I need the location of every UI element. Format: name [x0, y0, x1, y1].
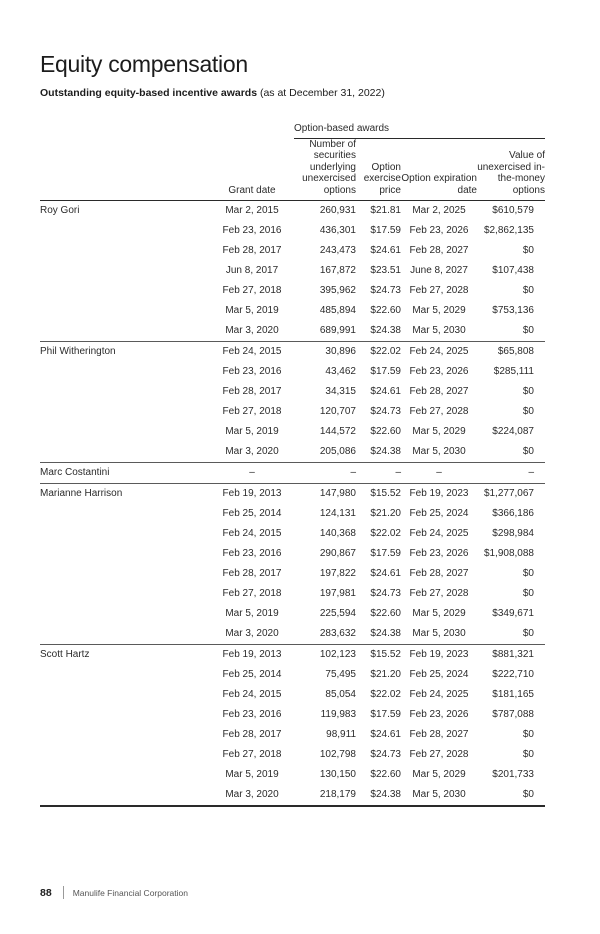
data-cell: $21.20 — [370, 508, 401, 519]
data-cell: 140,368 — [319, 528, 356, 539]
data-cell: Feb 27, 2018 — [222, 749, 282, 760]
data-cell: $24.61 — [370, 568, 401, 579]
table-row — [40, 261, 545, 281]
data-cell: $0 — [522, 789, 534, 800]
data-cell: Mar 5, 2019 — [225, 769, 279, 780]
data-cell: Mar 3, 2020 — [225, 325, 279, 336]
table-row — [40, 624, 545, 645]
executive-name-cell — [40, 261, 210, 281]
executive-name-cell — [40, 705, 210, 725]
data-cell: Feb 19, 2023 — [401, 484, 477, 505]
data-cell: – — [210, 463, 294, 484]
data-cell: 225,594 — [319, 608, 356, 619]
data-cell: $0 — [522, 386, 534, 397]
table-row — [40, 524, 545, 544]
executive-name-cell: Phil Witherington — [40, 342, 210, 363]
data-cell: Feb 28, 2027 — [409, 729, 469, 740]
data-cell: Feb 23, 2026 — [409, 548, 469, 559]
table-row — [40, 504, 545, 524]
data-cell: $22.60 — [370, 305, 401, 316]
table-row — [40, 604, 545, 624]
data-cell: – — [294, 463, 356, 484]
table-row — [40, 422, 545, 442]
data-cell: 167,872 — [319, 265, 356, 276]
data-cell: Feb 25, 2014 — [222, 508, 282, 519]
data-cell: Mar 5, 2030 — [412, 628, 466, 639]
executive-name-cell: Marc Costantini — [40, 463, 210, 484]
data-cell: $24.73 — [370, 285, 401, 296]
page-title: Equity compensation — [40, 51, 248, 77]
executive-name-cell — [40, 685, 210, 705]
data-cell: Mar 5, 2029 — [412, 426, 466, 437]
data-cell: $24.38 — [370, 325, 401, 336]
table-row — [40, 342, 545, 363]
data-cell: Feb 23, 2026 — [409, 709, 469, 720]
data-cell: Feb 27, 2028 — [409, 749, 469, 760]
table-row — [40, 564, 545, 584]
page-content — [40, 0, 545, 807]
data-cell: $0 — [522, 245, 534, 256]
data-cell: $0 — [522, 325, 534, 336]
table-row — [40, 382, 545, 402]
data-cell: Feb 24, 2015 — [210, 342, 294, 363]
executive-name-cell — [40, 221, 210, 241]
executive-name-cell: Marianne Harrison — [40, 484, 210, 505]
table-row — [40, 645, 545, 666]
data-cell: 75,495 — [325, 669, 356, 680]
data-cell: Feb 28, 2027 — [409, 386, 469, 397]
data-cell: $22.60 — [370, 608, 401, 619]
data-cell: 395,962 — [319, 285, 356, 296]
table-row — [40, 321, 545, 342]
data-cell: 30,896 — [294, 342, 356, 363]
executive-name-cell — [40, 362, 210, 382]
table-row — [40, 665, 545, 685]
data-cell: Feb 24, 2025 — [401, 342, 477, 363]
data-cell: $17.59 — [370, 709, 401, 720]
data-cell: – — [401, 463, 477, 484]
data-cell: $0 — [522, 285, 534, 296]
data-cell: Feb 24, 2025 — [409, 689, 469, 700]
data-cell: $24.38 — [370, 446, 401, 457]
data-cell: June 8, 2027 — [410, 265, 468, 276]
data-cell: 98,911 — [326, 729, 356, 740]
data-cell: Feb 19, 2023 — [401, 645, 477, 666]
group-header-option-based-awards: Option-based awards — [294, 123, 545, 138]
executive-section — [40, 201, 545, 342]
data-cell: $0 — [522, 568, 534, 579]
data-cell: 119,983 — [320, 709, 356, 720]
data-cell: 34,315 — [325, 386, 356, 397]
data-cell: $0 — [522, 446, 534, 457]
data-cell: – — [477, 463, 545, 484]
data-cell: $0 — [522, 588, 534, 599]
data-cell: Feb 19, 2013 — [210, 645, 294, 666]
data-cell: $24.38 — [370, 628, 401, 639]
table-row — [40, 362, 545, 382]
data-cell: 147,980 — [294, 484, 356, 505]
expiration-date-column-header: Option expiration date — [401, 138, 477, 201]
table-row — [40, 584, 545, 604]
data-cell: $181,165 — [492, 689, 534, 700]
data-cell: 283,632 — [319, 628, 356, 639]
data-cell: Feb 28, 2017 — [222, 568, 282, 579]
data-cell: $787,088 — [492, 709, 534, 720]
data-cell: Feb 27, 2028 — [409, 588, 469, 599]
executive-name-cell — [40, 745, 210, 765]
data-cell: Mar 5, 2019 — [225, 426, 279, 437]
company-name: Manulife Financial Corporation — [72, 887, 188, 898]
subtitle-bold: Outstanding equity-based incentive awards — [40, 87, 258, 99]
data-cell: Mar 5, 2030 — [412, 789, 466, 800]
executive-name-cell — [40, 564, 210, 584]
executive-name-cell — [40, 321, 210, 342]
data-cell: $0 — [522, 406, 534, 417]
data-cell: $22.02 — [356, 342, 401, 363]
executive-name-cell — [40, 402, 210, 422]
data-cell: $0 — [522, 628, 534, 639]
data-cell: $881,321 — [477, 645, 545, 666]
table-row — [40, 765, 545, 785]
data-cell: $1,277,067 — [477, 484, 545, 505]
table-header — [40, 123, 545, 201]
executive-name-cell — [40, 301, 210, 321]
data-cell: Mar 5, 2030 — [412, 446, 466, 457]
executive-name-cell — [40, 281, 210, 301]
data-cell: $1,908,088 — [483, 548, 534, 559]
data-cell: Feb 23, 2016 — [222, 225, 282, 236]
data-cell: 43,462 — [325, 366, 356, 377]
data-cell: $22.60 — [370, 769, 401, 780]
page-number: 88 — [40, 886, 52, 899]
data-cell: Feb 27, 2028 — [409, 406, 469, 417]
data-cell: $24.73 — [370, 406, 401, 417]
data-cell: Mar 5, 2030 — [412, 325, 466, 336]
data-cell: $366,186 — [492, 508, 534, 519]
data-cell: Mar 2, 2015 — [225, 205, 279, 216]
data-cell: Feb 27, 2018 — [222, 285, 282, 296]
table-row — [40, 785, 545, 806]
group-header-row — [40, 123, 545, 138]
table-row — [40, 402, 545, 422]
data-cell: Feb 23, 2016 — [222, 548, 282, 559]
table-row — [40, 463, 545, 484]
value-column-header: Value of unexercised in-the-money options — [477, 138, 545, 201]
data-cell: Mar 5, 2019 — [225, 608, 279, 619]
executive-section — [40, 463, 545, 484]
executive-name-cell — [40, 785, 210, 806]
data-cell: 102,123 — [294, 645, 356, 666]
data-cell: Feb 28, 2027 — [409, 568, 469, 579]
data-cell: $15.52 — [356, 484, 401, 505]
executive-name-cell — [40, 524, 210, 544]
data-cell: Mar 3, 2020 — [225, 628, 279, 639]
data-cell: Feb 25, 2014 — [222, 669, 282, 680]
data-cell: $753,136 — [492, 305, 534, 316]
subtitle-note: (as at December 31, 2022) — [257, 87, 385, 99]
data-cell: $0 — [522, 749, 534, 760]
group-header-spacer — [40, 123, 294, 138]
data-cell: – — [356, 463, 401, 484]
data-cell: $0 — [522, 729, 534, 740]
data-cell: Feb 28, 2017 — [222, 729, 282, 740]
data-cell: 130,150 — [319, 769, 356, 780]
executive-section — [40, 484, 545, 645]
data-cell: $22.02 — [370, 689, 401, 700]
executive-name-cell — [40, 765, 210, 785]
table-row — [40, 281, 545, 301]
table-row — [40, 484, 545, 505]
data-cell: 290,867 — [319, 548, 356, 559]
data-cell: Mar 5, 2029 — [412, 305, 466, 316]
data-cell: 85,054 — [325, 689, 356, 700]
data-cell: Feb 23, 2026 — [409, 225, 469, 236]
data-cell: Feb 27, 2018 — [222, 588, 282, 599]
data-cell: $24.73 — [370, 588, 401, 599]
executive-name-cell: Roy Gori — [40, 205, 80, 216]
grant-date-column-header: Grant date — [210, 138, 294, 201]
data-cell: 260,931 — [319, 205, 356, 216]
data-cell: Feb 25, 2024 — [409, 669, 469, 680]
data-cell: Feb 19, 2013 — [210, 484, 294, 505]
column-header-row — [40, 138, 545, 201]
data-cell: $21.81 — [370, 205, 401, 216]
data-cell: Mar 2, 2025 — [412, 205, 466, 216]
data-cell: 144,572 — [319, 426, 356, 437]
executive-name-cell — [40, 544, 210, 564]
data-cell: $15.52 — [356, 645, 401, 666]
data-cell: $298,984 — [492, 528, 534, 539]
data-cell: $17.59 — [370, 548, 401, 559]
executive-name-cell: Scott Hartz — [40, 645, 210, 666]
data-cell: Feb 24, 2025 — [409, 528, 469, 539]
data-cell: 197,822 — [319, 568, 356, 579]
executive-name-cell — [40, 584, 210, 604]
table-row — [40, 442, 545, 463]
data-cell: $222,710 — [492, 669, 534, 680]
data-cell: Feb 23, 2016 — [222, 709, 282, 720]
executive-name-cell — [40, 442, 210, 463]
data-cell: Mar 3, 2020 — [225, 446, 279, 457]
executive-column-header — [40, 138, 210, 201]
data-cell: $17.59 — [370, 225, 401, 236]
data-cell: $24.61 — [370, 245, 401, 256]
data-cell: $224,087 — [492, 426, 534, 437]
data-cell: $24.61 — [370, 729, 401, 740]
data-cell: Feb 24, 2015 — [222, 689, 282, 700]
executive-name-cell — [40, 422, 210, 442]
data-cell: Feb 23, 2026 — [409, 366, 469, 377]
data-cell: 689,991 — [319, 325, 356, 336]
data-cell: Mar 3, 2020 — [225, 789, 279, 800]
data-cell: 197,981 — [319, 588, 356, 599]
data-cell: $23.51 — [370, 265, 401, 276]
data-cell: $107,438 — [492, 265, 534, 276]
data-cell: 485,894 — [319, 305, 356, 316]
data-cell: $285,111 — [493, 366, 534, 377]
exercise-price-column-header: Option exercise price — [356, 138, 401, 201]
table-row — [40, 201, 545, 222]
data-cell: Feb 28, 2027 — [409, 245, 469, 256]
table-row — [40, 725, 545, 745]
page-footer — [40, 886, 188, 899]
table-row — [40, 745, 545, 765]
executive-name-cell — [40, 382, 210, 402]
executive-name-cell — [40, 604, 210, 624]
table-row — [40, 544, 545, 564]
data-cell: $24.38 — [370, 789, 401, 800]
data-cell: $610,579 — [492, 205, 534, 216]
executive-name-cell — [40, 665, 210, 685]
data-cell: Feb 23, 2016 — [222, 366, 282, 377]
executive-name-cell — [40, 624, 210, 645]
data-cell: 120,707 — [319, 406, 356, 417]
data-cell: $24.73 — [370, 749, 401, 760]
data-cell: Feb 28, 2017 — [222, 386, 282, 397]
table-row — [40, 301, 545, 321]
footer-divider — [63, 886, 64, 899]
executive-section — [40, 645, 545, 807]
data-cell: Feb 27, 2028 — [409, 285, 469, 296]
data-cell: Mar 5, 2029 — [412, 608, 466, 619]
data-cell: 218,179 — [319, 789, 356, 800]
data-cell: $22.02 — [370, 528, 401, 539]
data-cell: 102,798 — [319, 749, 356, 760]
data-cell: $201,733 — [492, 769, 534, 780]
securities-column-header: Number of securities underlying unexercised options — [294, 138, 356, 201]
awards-table — [40, 123, 545, 807]
table-row — [40, 221, 545, 241]
executive-name-cell — [40, 725, 210, 745]
data-cell: $349,671 — [492, 608, 534, 619]
executive-section — [40, 342, 545, 463]
data-cell: Mar 5, 2029 — [412, 769, 466, 780]
data-cell: Feb 27, 2018 — [222, 406, 282, 417]
data-cell: $21.20 — [370, 669, 401, 680]
data-cell: Jun 8, 2017 — [225, 265, 279, 276]
data-cell: $2,862,135 — [483, 225, 534, 236]
table-row — [40, 685, 545, 705]
table-row — [40, 705, 545, 725]
data-cell: $24.61 — [370, 386, 401, 397]
data-cell: Feb 28, 2017 — [222, 245, 282, 256]
data-cell: Feb 25, 2024 — [409, 508, 469, 519]
executive-name-cell — [40, 241, 210, 261]
data-cell: 436,301 — [319, 225, 356, 236]
data-cell: 243,473 — [319, 245, 356, 256]
data-cell: $22.60 — [370, 426, 401, 437]
data-cell: 205,086 — [319, 446, 356, 457]
executive-name-cell — [40, 504, 210, 524]
data-cell: $65,808 — [477, 342, 545, 363]
table-subtitle — [40, 87, 545, 100]
table-row — [40, 241, 545, 261]
data-cell: Mar 5, 2019 — [225, 305, 279, 316]
data-cell: $17.59 — [370, 366, 401, 377]
data-cell: Feb 24, 2015 — [222, 528, 282, 539]
data-cell: 124,131 — [319, 508, 356, 519]
